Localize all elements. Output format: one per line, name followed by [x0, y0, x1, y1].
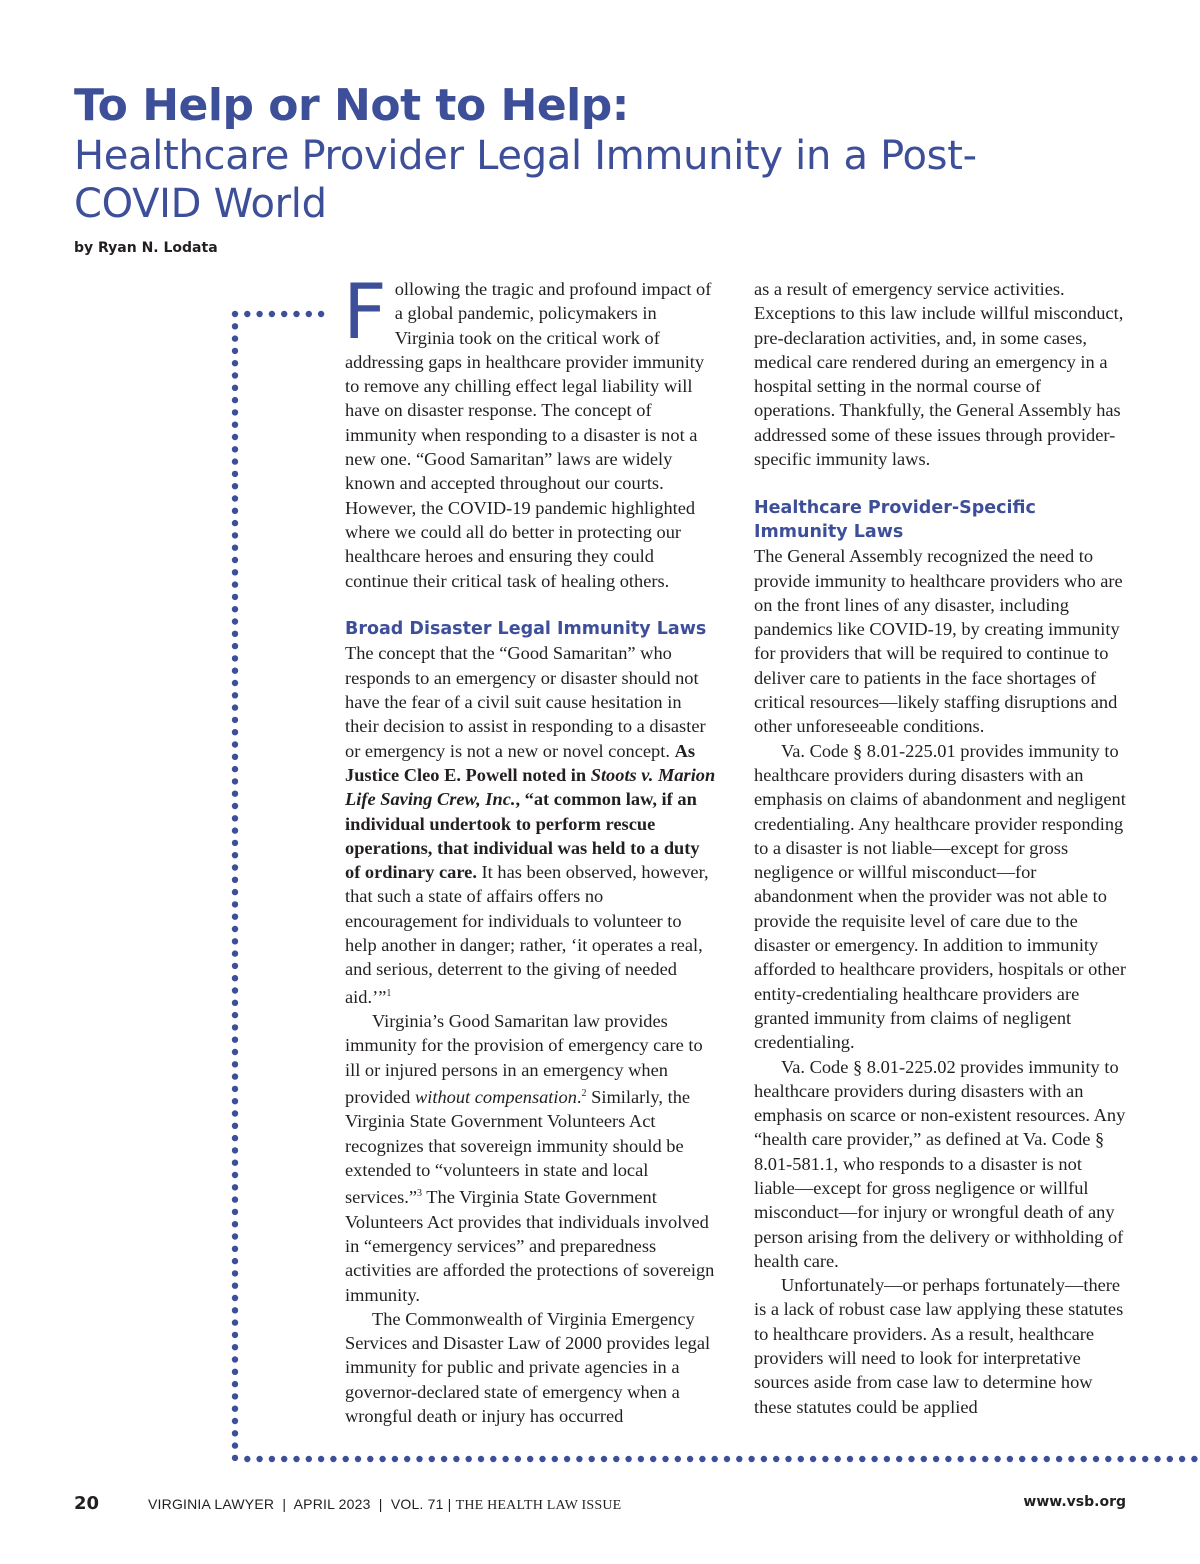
text-run: .	[576, 1087, 582, 1108]
magazine-name: VIRGINIA LAWYER	[148, 1496, 275, 1512]
article-title: To Help or Not to Help:	[74, 80, 629, 131]
paragraph	[345, 1009, 717, 1307]
paragraph	[345, 641, 717, 1009]
drop-cap: F	[343, 267, 387, 356]
issue-theme: THE HEALTH LAW ISSUE	[455, 1498, 622, 1513]
footnote-ref: 2	[581, 1087, 587, 1099]
section-heading-broad-disaster: Broad Disaster Legal Immunity Laws	[345, 619, 707, 640]
footnote-ref: 3	[417, 1188, 422, 1200]
article-column-2	[754, 277, 1126, 1419]
magazine-info: VIRGINIA LAWYER | APRIL 2023 | VOL. 71 | THE HEALTH LAW ISSUE	[148, 1496, 622, 1513]
page-number: 20	[74, 1493, 100, 1514]
footnote-ref: 1	[386, 987, 392, 999]
paragraph: Va. Code § 8.01-225.02 provides immunity to healthcare providers during disasters with an emphasis on scarce or non-existent resources. Any “health care provider,” as defined at Va. Code § 8.01-581.1, who responds to a disaster is not liable—except for gross negligence or willful misconduct—for injury or wrongful death of any person arising from the delivery or withholding of health care.	[754, 1056, 1126, 1271]
text-run: Virginia’s Good Samaritan law provides immunity for the provision of emergency care to ill or injured persons in an emergency when provided	[345, 1011, 703, 1108]
paragraph: The General Assembly recognized the need to provide immunity to healthcare providers who are on the front lines of any disaster, including pandemics like COVID-19, by creating immunity for providers that will be required to continue to deliver care to patients in the face shortages of critical resources—likely staffing disruptions and other unforeseeable conditions.	[754, 546, 1123, 737]
text-run: Similarly, the Virginia State Government Volunteers Act recognizes that sovereign immunity should be extended to “volunteers in state and local services.”	[345, 1087, 691, 1208]
paragraph: The Commonwealth of Virginia Emergency Services and Disaster Law of 2000 provides legal immunity for public and private agencies in a governor-declared state of emergency when a wrongful death or injury has occurred	[345, 1308, 711, 1427]
emphasis: without compensation	[414, 1087, 577, 1108]
section-heading-provider-specific: Healthcare Provider-Specific Immunity Laws	[754, 497, 1036, 542]
intro-paragraph	[343, 267, 717, 593]
article-column-1	[343, 267, 717, 1428]
paragraph: as a result of emergency service activities. Exceptions to this law include willful misconduct, pre-declaration activities, and, in some cases, medical care rendered during an emergency in a hospital setting in the normal course of operations. Thankfully, the General Assembly has addressed some of these issues through provider-specific immunity laws.	[754, 279, 1124, 470]
case-citation: Stoots v. Marion Life Saving Crew, Inc.	[345, 764, 716, 810]
text-run: It has been observed, however, that such a state of affairs offers no encouragement for individuals to volunteer to help another in danger; rather, ‘it operates a real, and serious, deterrent to the giving of needed aid.’”	[345, 862, 709, 1007]
paragraph: Va. Code § 8.01-225.01 provides immunity to healthcare providers during disasters with an emphasis on claims of abandonment and negligent credentialing. Any healthcare provider responding to a disaster is not liable—except for gross negligence or willful misconduct—for abandonment when the provider was not able to provide the requisite level of care due to the disaster or emergency. In addition to immunity afforded to healthcare providers, hospitals or other entity-credentialing healthcare providers are granted immunity from claims of negligent credentialing.	[754, 740, 1126, 1053]
text-run: , “at common law, if an individual undertook to perform rescue operations, that individual was held to a duty of ordinary care.	[345, 789, 700, 883]
issue-date: APRIL 2023	[293, 1496, 371, 1512]
byline: by Ryan N. Lodata	[74, 240, 218, 256]
intro-text: ollowing the tragic and profound impact of a global pandemic, policymakers in Virginia took on the critical work of addressing gaps in healthcare provider immunity to remove any chilling effect legal liability will have on disaster response. The concept of immunity when responding to a disaster is not a new one. “Good Samaritan” laws are widely known and accepted throughout our courts. However, the COVID-19 pandemic highlighted where we could all do better in protecting our healthcare heroes and ensuring they could continue their critical task of healing others.	[345, 279, 712, 591]
paragraph: Unfortunately—or perhaps fortunately—there is a lack of robust case law applying these statutes to healthcare providers. As a result, healthcare providers will need to look for interpretative sources aside from case law to determine how these statutes could be applied	[754, 1275, 1124, 1417]
text-run: As Justice Cleo E. Powell noted in	[345, 740, 696, 785]
article-subtitle: Healthcare Provider Legal Immunity in a Post-COVID World	[74, 133, 977, 227]
text-run: The concept that the “Good Samaritan” who responds to an emergency or disaster should not have the fear of a civil suit cause hesitation in their decision to assist in responding to a disaster or emergency is not a new or novel concept.	[345, 643, 706, 761]
website-link[interactable]: www.vsb.org	[1023, 1494, 1126, 1510]
text-run: The Virginia State Government Volunteers Act provides that individuals involved in “emergency services” and preparedness activities are afforded the protections of sovereign immunity.	[345, 1187, 715, 1305]
volume: VOL. 71	[390, 1496, 444, 1512]
